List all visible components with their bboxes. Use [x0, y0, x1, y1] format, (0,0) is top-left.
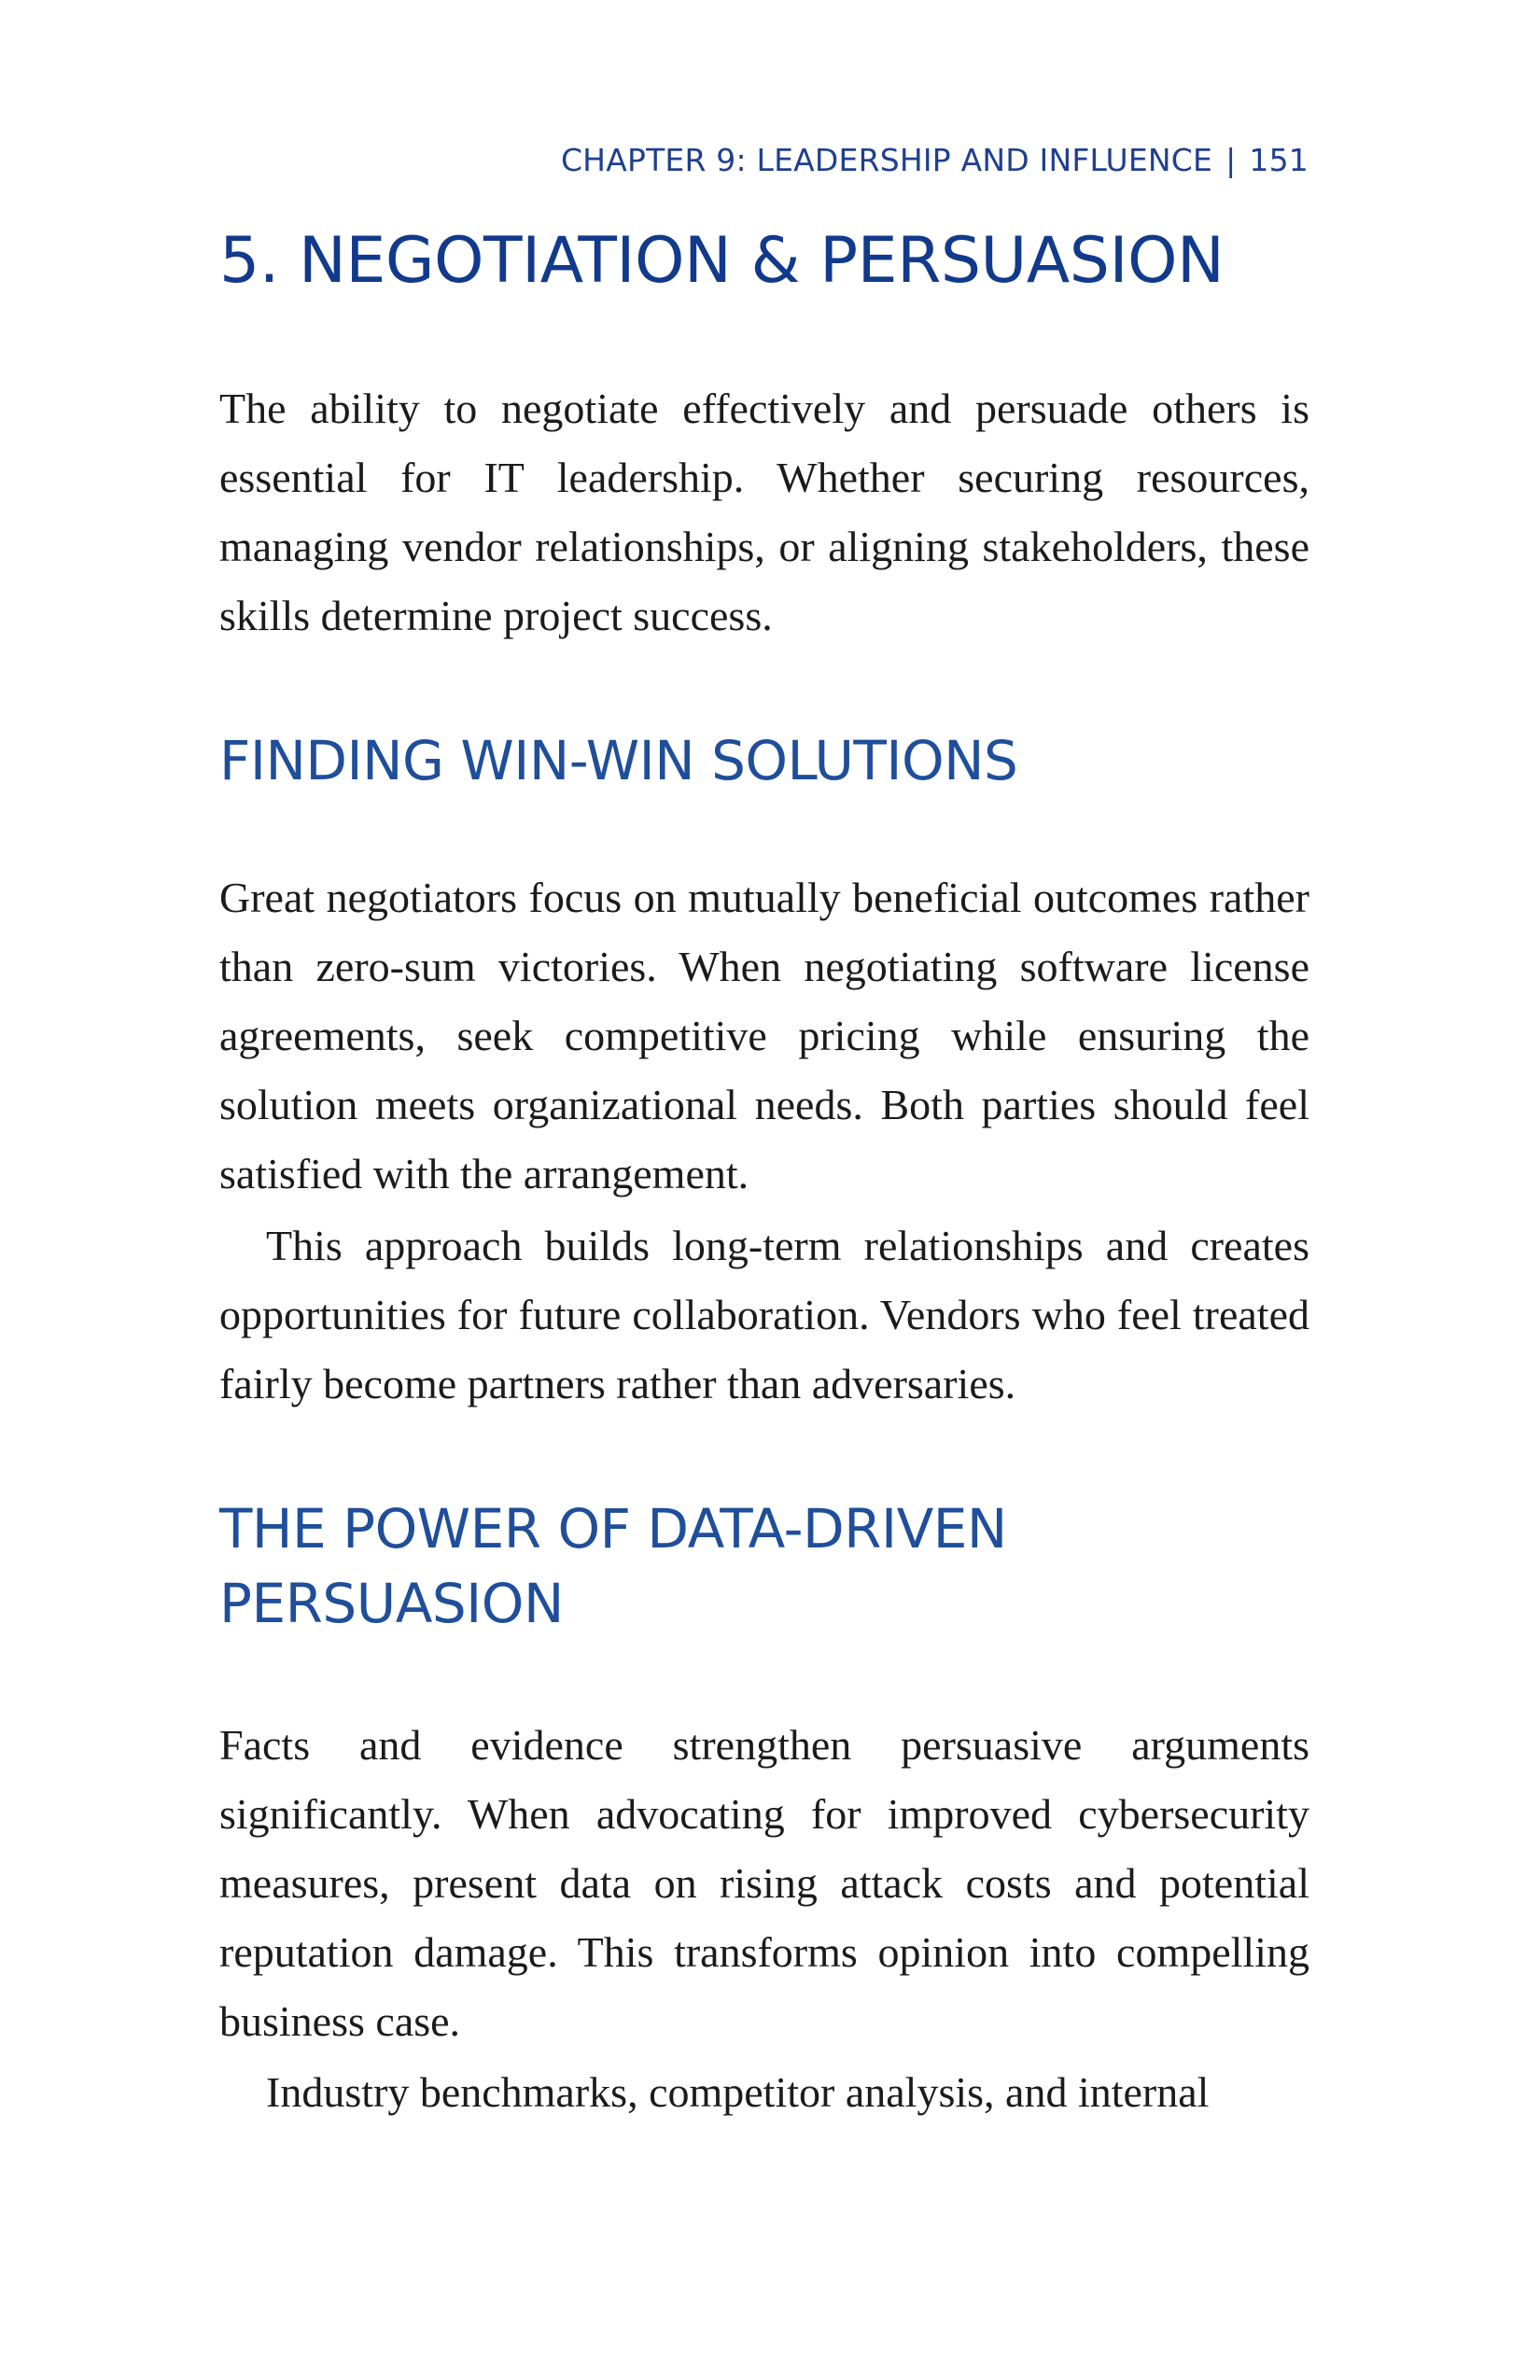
win-win-paragraph-1: Great negotiators focus on mutually beneficial outcomes rather than zero-sum victories. When negotiating software license agreements, seek competitive pricing while ensuring the solution meets organizational needs. Both parties should feel satisfied with the arrangement.	[219, 874, 1309, 1197]
heading-data-driven: THE POWER OF DATA-DRIVEN PERSUASION	[219, 1497, 1007, 1635]
heading-win-win: FINDING WIN-WIN SOLUTIONS	[219, 729, 1018, 792]
running-header	[561, 142, 1309, 178]
running-header-chapter: CHAPTER 9: LEADERSHIP AND INFLUENCE	[560, 142, 1213, 178]
data-driven-paragraph-2: Industry benchmarks, competitor analysis, and internal	[266, 2068, 1210, 2116]
running-header-separator: |	[1225, 142, 1237, 178]
page-number: 151	[1249, 142, 1309, 178]
section-title: 5. NEGOTIATION & PERSUASION	[219, 224, 1225, 298]
win-win-paragraph-2: This approach builds long-term relationships and creates opportunities for future collaboration. Vendors who feel treated fairly become partners rather than adversaries.	[219, 1222, 1309, 1407]
data-driven-paragraph-1: Facts and evidence strengthen persuasive arguments significantly. When advocating for improved cybersecurity measures, present data on rising attack costs and potential reputation damage. This transforms opinion into compelling business case.	[219, 1721, 1309, 2045]
intro-paragraph: The ability to negotiate effectively and persuade others is essential for IT leadership. Whether securing resources, managing vendor relationships, or aligning stakeholders, these skills determine project success.	[219, 385, 1309, 639]
